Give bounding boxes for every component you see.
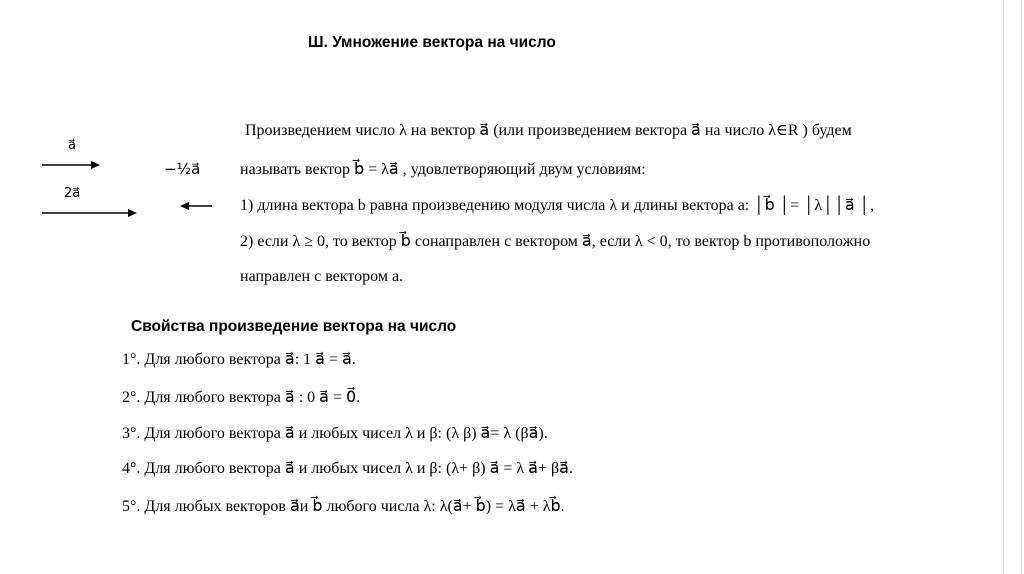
property-5: 5°. Для любых векторов a⃗и b⃗ любого числа λ: λ(a⃗+ b⃗) = λa⃗ + λb⃗. — [122, 498, 565, 515]
vector-a-arrow — [40, 158, 102, 172]
slide-title: Ш. Умножение вектора на число — [308, 34, 556, 51]
slide-border-right — [1003, 0, 1004, 574]
definition-line-4: 2) если λ ≥ 0, то вектор b⃗ сонаправлен с вектором a⃗, если λ < 0, то вектор b противоположно — [240, 233, 871, 250]
vector-a-label: a⃗ — [68, 138, 76, 153]
property-1: 1°. Для любого вектора a⃗: 1 a⃗ = a⃗. — [122, 351, 356, 368]
vector-half-label: −½a⃗ — [164, 160, 201, 178]
vector-2a-label: 2a⃗ — [64, 186, 81, 201]
definition-line-5: направлен с вектором a. — [240, 268, 404, 285]
vector-half-arrow — [178, 199, 214, 213]
properties-heading: Свойства произведение вектора на число — [131, 318, 457, 335]
definition-line-2: называть вектор b⃗ = λa⃗ , удовлетворяющий двум условиям: — [240, 161, 646, 178]
property-4: 4°. Для любого вектора a⃗ и любых чисел λ и β: (λ+ β) a⃗ = λ a⃗+ βa⃗. — [122, 460, 573, 477]
definition-line-1: Произведением число λ на вектор a⃗ (или произведением вектора a⃗ на число λ∈R ) будем — [245, 122, 852, 139]
slide-border-outer — [1021, 0, 1022, 574]
definition-line-3: 1) длина вектора b равна произведению модуля числа λ и длины вектора a: │b⃗ │= │λ││a⃗ │, — [240, 197, 874, 214]
property-3: 3°. Для любого вектора a⃗ и любых чисел λ и β: (λ β) a⃗= λ (βa⃗). — [122, 425, 548, 442]
property-2: 2°. Для любого вектора a⃗ : 0 a⃗ = 0⃗. — [122, 389, 361, 406]
vector-2a-arrow — [40, 206, 140, 220]
